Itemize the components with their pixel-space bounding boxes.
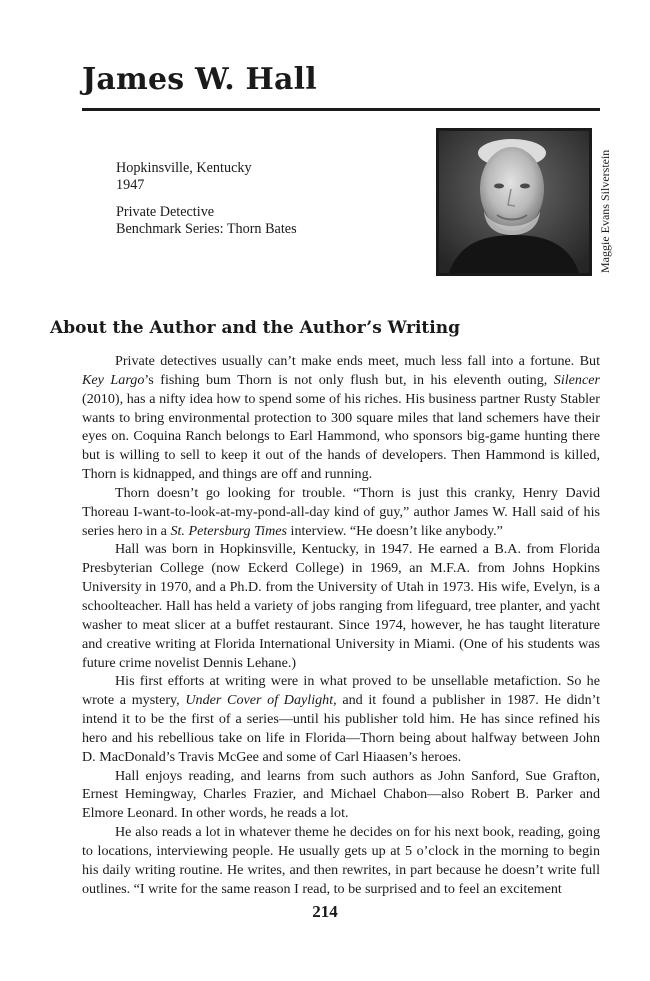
- page-title: James W. Hall: [82, 62, 317, 97]
- author-portrait-icon: [439, 131, 589, 273]
- text-run: Hall was born in Hopkinsville, Kentucky, in 1947. He earned a B.A. from Florida Presbyterian College (now Eckerd College) in 1969, an M.F.A. from Johns Hopkins University in 1970, and a Ph.D. from the University of Utah in 1973. His wife, Evelyn, is a schoolteacher. Hall has held a variety of jobs ranging from lifeguard, tree planter, and yacht washer to meat slicer at a buffet restaurant. Since 1974, however, he has taught literature and creative writing at Florida International University in Miami. (One of his students was future crime novelist Dennis Lehane.): [82, 541, 600, 671]
- author-photo: [436, 128, 592, 276]
- text-run: Hall enjoys reading, and learns from such authors as John Sanford, Sue Grafton, Ernest Hemingway, Charles Frazier, and Michael Chabon—also Robert B. Parker and Elmore Leonard. In other words, he reads a lot.: [82, 767, 600, 822]
- body-paragraph: [82, 540, 600, 672]
- italic-title: St. Petersburg Times: [170, 522, 287, 539]
- text-run: Thorn doesn’t go looking for trouble. “Thorn is just this cranky, Henry David Thoreau I-want-to-look-at-my-pond-all-day kind of guy,” author James W. Hall said of his series hero in a: [82, 484, 600, 539]
- article-body: [82, 352, 600, 898]
- photo-credit: Maggie Evans Silverstein: [598, 149, 612, 273]
- italic-title: Key Largo: [82, 371, 145, 388]
- bio-spacer: [116, 193, 297, 204]
- body-paragraph: [82, 767, 600, 824]
- genre: Private Detective: [116, 204, 215, 220]
- author-bio-block: [116, 160, 297, 237]
- section-heading: About the Author and the Author’s Writing: [50, 318, 460, 338]
- text-run: His first efforts at writing were in what proved to be unsellable metafiction. So he wrote a mystery,: [82, 673, 600, 709]
- body-paragraph: [82, 484, 600, 541]
- body-paragraph: [82, 352, 600, 484]
- text-run: interview. “He doesn’t like anybody.”: [287, 522, 503, 539]
- title-rule: [82, 108, 600, 111]
- text-run: He also reads a lot in whatever theme he decides on for his next book, reading, going to locations, interviewing people. He usually gets up at 5 o’clock in the morning to begin his daily writing routine. He writes, and then rewrites, in part because he doesn’t write full outlines. “I write for the same reason I read, to be surprised and to feel an excitement: [82, 824, 600, 897]
- text-run: ’s fishing bum Thorn is not only flush but, in his eleventh outing,: [144, 371, 554, 388]
- body-paragraph: [82, 672, 600, 766]
- text-run: Private detectives usually can’t make ends meet, much less fall into a fortune. But: [115, 353, 600, 369]
- text-run: (2010), has a nifty idea how to spend some of his riches. His business partner Rusty Stabler wants to bring environmental protection to 300 square miles that land schemers have their eyes on. Coquina Ranch belongs to Earl Hammond, who sponsors big-game hunting there but is willing to sell to keep it out of the hands of developers. Then Hammond is killed, Thorn is kidnapped, and things are off and running.: [82, 390, 600, 483]
- italic-title: Silencer: [553, 371, 600, 388]
- birthplace: Hopkinsville, Kentucky: [116, 160, 252, 176]
- page-number: 214: [312, 902, 338, 921]
- italic-title: Under Cover of Daylight: [185, 692, 334, 709]
- text-run: , and it found a publisher in 1987. He didn’t intend it to be the first of a series—until his publisher told him. He has since refined his hero and his rebellious take on life in Florida—Thorn being about halfway between John D. MacDonald’s Travis McGee and some of Carl Hiaasen’s heroes.: [82, 692, 600, 765]
- benchmark-series: Benchmark Series: Thorn Bates: [116, 220, 297, 237]
- birth-year: 1947: [116, 176, 145, 193]
- body-paragraph: [82, 823, 600, 898]
